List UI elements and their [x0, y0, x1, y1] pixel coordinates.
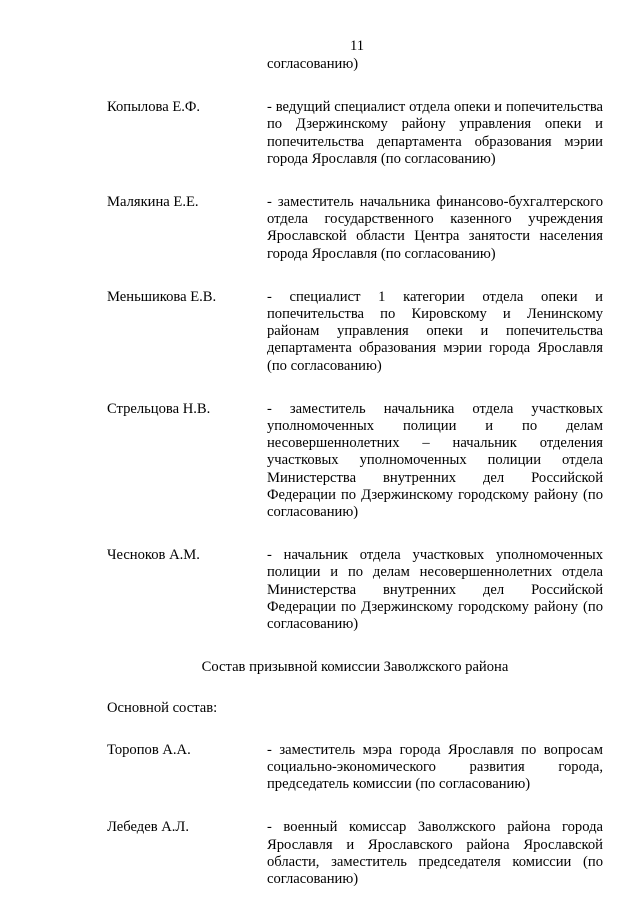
member-name: Меньшикова Е.В.	[107, 288, 217, 305]
member-entry	[107, 547, 603, 633]
member-entry	[107, 401, 603, 521]
subsection-label: Основной состав:	[107, 700, 218, 717]
member-entry	[107, 819, 603, 888]
member-entry	[107, 742, 603, 794]
member-role: - заместитель начальника финансово-бухгалтерского отдела государственного казенного учреждения Ярославской области Центра занятости населения города Ярославля (по согласованию)	[267, 194, 603, 262]
member-name: Торопов А.А.	[107, 741, 191, 758]
member-role: - заместитель начальника отдела участковых уполномоченных полиции и по делам несовершеннолетних – начальник отделения участковых уполномоченных полиции отдела Министерства внутренних дел Российской Федерации по Дзержинскому городскому району (по согласованию)	[267, 400, 603, 521]
member-name: Малякина Е.Е.	[107, 194, 199, 211]
continuation-text: согласованию)	[267, 56, 359, 72]
section-title: Состав призывной комиссии Заволжского района	[201, 659, 509, 676]
member-role: - заместитель мэра города Ярославля по вопросам социально-экономического развития города, председатель комиссии (по согласованию)	[267, 741, 603, 793]
member-entry	[107, 99, 603, 168]
page-number: 11	[349, 38, 365, 54]
member-name: Копылова Е.Ф.	[107, 99, 201, 116]
member-entry	[107, 289, 603, 375]
member-name: Стрельцова Н.В.	[107, 400, 211, 417]
member-entry	[107, 194, 603, 263]
member-role: - начальник отдела участковых уполномоченных полиции и по делам несовершеннолетних отдела Министерства внутренних дел Российской Федерации по Дзержинскому городскому району (по согласованию)	[267, 547, 603, 633]
member-role: - военный комиссар Заволжского района города Ярославля и Ярославского района Ярославской области, заместитель председателя комиссии (по согласованию)	[267, 819, 603, 887]
member-role: - ведущий специалист отдела опеки и попечительства по Дзержинскому району управления опеки и попечительства департамента образования мэрии города Ярославля (по согласованию)	[267, 99, 603, 167]
member-name: Чесноков А.М.	[107, 547, 200, 564]
member-role: - специалист 1 категории отдела опеки и попечительства по Кировскому и Ленинскому районам управления опеки и попечительства департамента образования мэрии города Ярославля (по согласованию)	[267, 288, 603, 374]
document-body	[107, 56, 603, 888]
member-name: Лебедев А.Л.	[107, 819, 189, 836]
